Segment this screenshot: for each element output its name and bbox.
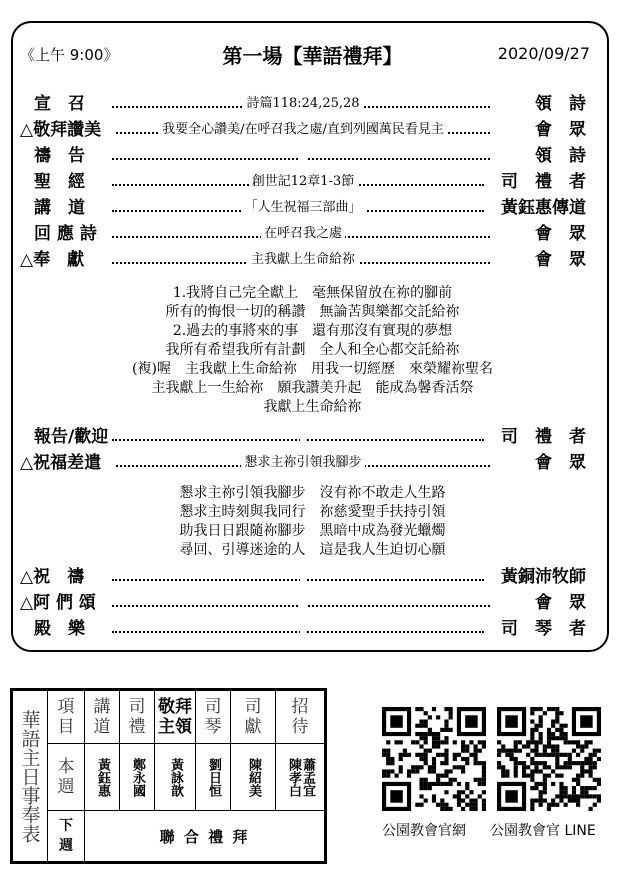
order-row — [20, 93, 586, 115]
lyric-line: 1.我將自己完全獻上 毫無保留放在祢的腳前 — [172, 285, 453, 301]
order-label: △奉 獻 — [20, 250, 85, 270]
item-header: 項目 — [57, 697, 75, 737]
order-leader: 司 琴 者 — [501, 619, 586, 639]
order-row — [20, 452, 586, 474]
lyric-line: (複)喔 主我獻上生命給祢 用我一切經歷 來榮耀祢聖名 — [132, 361, 493, 377]
website-qr-code-icon — [382, 707, 486, 811]
order-row — [20, 618, 586, 640]
line-qr-caption: 公園教會官 LINE — [490, 823, 596, 839]
role-header: 講道 — [93, 697, 111, 737]
order-row — [20, 145, 586, 167]
order-leader: 黃銅沛牧師 — [501, 567, 586, 587]
order-detail — [300, 148, 306, 163]
order-label: 報告/歡迎 — [34, 427, 109, 447]
order-detail — [300, 429, 306, 444]
order-label: 回 應 詩 — [34, 224, 97, 244]
order-row — [20, 566, 586, 588]
order-row — [20, 171, 586, 193]
service-date: 2020/09/27 — [497, 44, 590, 63]
next-week-note: 聯 合 禮 拜 — [159, 827, 250, 846]
order-label: 禱 告 — [34, 146, 85, 166]
this-week-label: 本週 — [57, 757, 75, 797]
order-detail: 「人生祝福三部曲」 — [241, 200, 364, 215]
role-header: 司禮 — [128, 697, 146, 737]
schedule-title: 華語主日事奉表 — [18, 709, 41, 843]
order-detail: 懇求主祢引領我腳步 — [241, 455, 364, 470]
next-week-label: 下週 — [59, 818, 73, 854]
order-leader: 會 眾 — [535, 224, 586, 244]
order-leader: 司 禮 者 — [501, 172, 586, 192]
order-leader: 黃鈺惠傳道 — [501, 198, 586, 218]
order-row — [20, 119, 586, 141]
schedule-title-cell — [12, 690, 48, 863]
order-row — [20, 197, 586, 219]
lyric-line: 助我日日跟隨祢腳步 黑暗中成為發光蠟燭 — [179, 523, 446, 539]
order-detail — [300, 621, 306, 636]
order-label: 聖 經 — [34, 172, 85, 192]
lyric-line: 所有的悔恨一切的稱讚 無論苦與樂都交託給祢 — [165, 304, 460, 320]
lyric-line: 尋回、引導迷途的人 這是我人生迫切心願 — [179, 542, 446, 558]
lyric-line: 我所有希望我所有計劃 全人和全心都交託給祢 — [165, 342, 460, 358]
lyric-line: 2.過去的事將來的事 還有那沒有實現的夢想 — [172, 323, 453, 339]
order-label: △敬拜讚美 — [20, 120, 102, 140]
this-week-name: 黃鈺惠 — [95, 757, 110, 797]
this-week-name: 蕭孟宜 陳孝白 — [286, 757, 315, 797]
order-leader: 會 眾 — [535, 120, 586, 140]
order-label: △祝福差遣 — [20, 453, 102, 473]
service-time: 《上午 9:00》 — [20, 46, 119, 64]
order-detail: 在呼召我之處 — [261, 226, 345, 241]
order-row — [20, 223, 586, 245]
service-title: 第一場【華語禮拜】 — [222, 44, 403, 68]
lyric-line: 主我獻上一生給祢 願我讚美升起 能成為馨香活祭 — [151, 380, 474, 396]
role-header: 招待 — [291, 697, 309, 737]
order-row — [20, 249, 586, 271]
website-qr-caption: 公園教會官網 — [382, 823, 466, 839]
this-week-name: 陳紹美 — [246, 757, 261, 797]
order-detail: 詩篇118:24,25,28 — [243, 96, 362, 111]
order-leader: 領 詩 — [535, 146, 586, 166]
order-row — [20, 426, 586, 448]
this-week-name: 劉日恒 — [206, 757, 221, 797]
order-leader: 會 眾 — [535, 453, 586, 473]
order-leader: 會 眾 — [535, 250, 586, 270]
order-detail: 我要全心讚美/在呼召我之處/直到列國萬民看見主 — [159, 122, 447, 137]
order-detail — [300, 569, 306, 584]
order-leader: 會 眾 — [535, 593, 586, 613]
lyric-line: 懇求主時刻與我同行 祢慈愛聖手扶持引領 — [179, 504, 446, 520]
lyric-line: 懇求主祢引領我腳步 沒有祢不敢走人生路 — [179, 485, 446, 501]
order-detail: 主我獻上生命給祢 — [248, 252, 358, 267]
role-header: 司琴 — [204, 697, 222, 737]
order-label: 講 道 — [34, 198, 85, 218]
order-leader: 領 詩 — [535, 94, 586, 114]
order-detail — [300, 595, 306, 610]
order-label: 殿 樂 — [34, 619, 85, 639]
order-label: △祝 禱 — [20, 567, 85, 587]
order-row — [20, 592, 586, 614]
order-label: △阿 們 頌 — [20, 593, 96, 613]
lyric-line: 我獻上生命給祢 — [263, 399, 362, 415]
role-header: 敬拜主領 — [158, 697, 192, 737]
order-leader: 司 禮 者 — [501, 427, 586, 447]
this-week-name: 鄭永國 — [130, 757, 145, 797]
line-qr-code-icon — [497, 707, 601, 811]
this-week-name: 黃詠歆 — [168, 757, 183, 797]
order-label: 宣 召 — [34, 94, 85, 114]
order-detail: 創世記12章1-3節 — [249, 174, 357, 189]
role-header: 司獻 — [244, 697, 262, 737]
item-header-cell — [48, 690, 85, 744]
ministry-schedule-table — [10, 688, 327, 864]
